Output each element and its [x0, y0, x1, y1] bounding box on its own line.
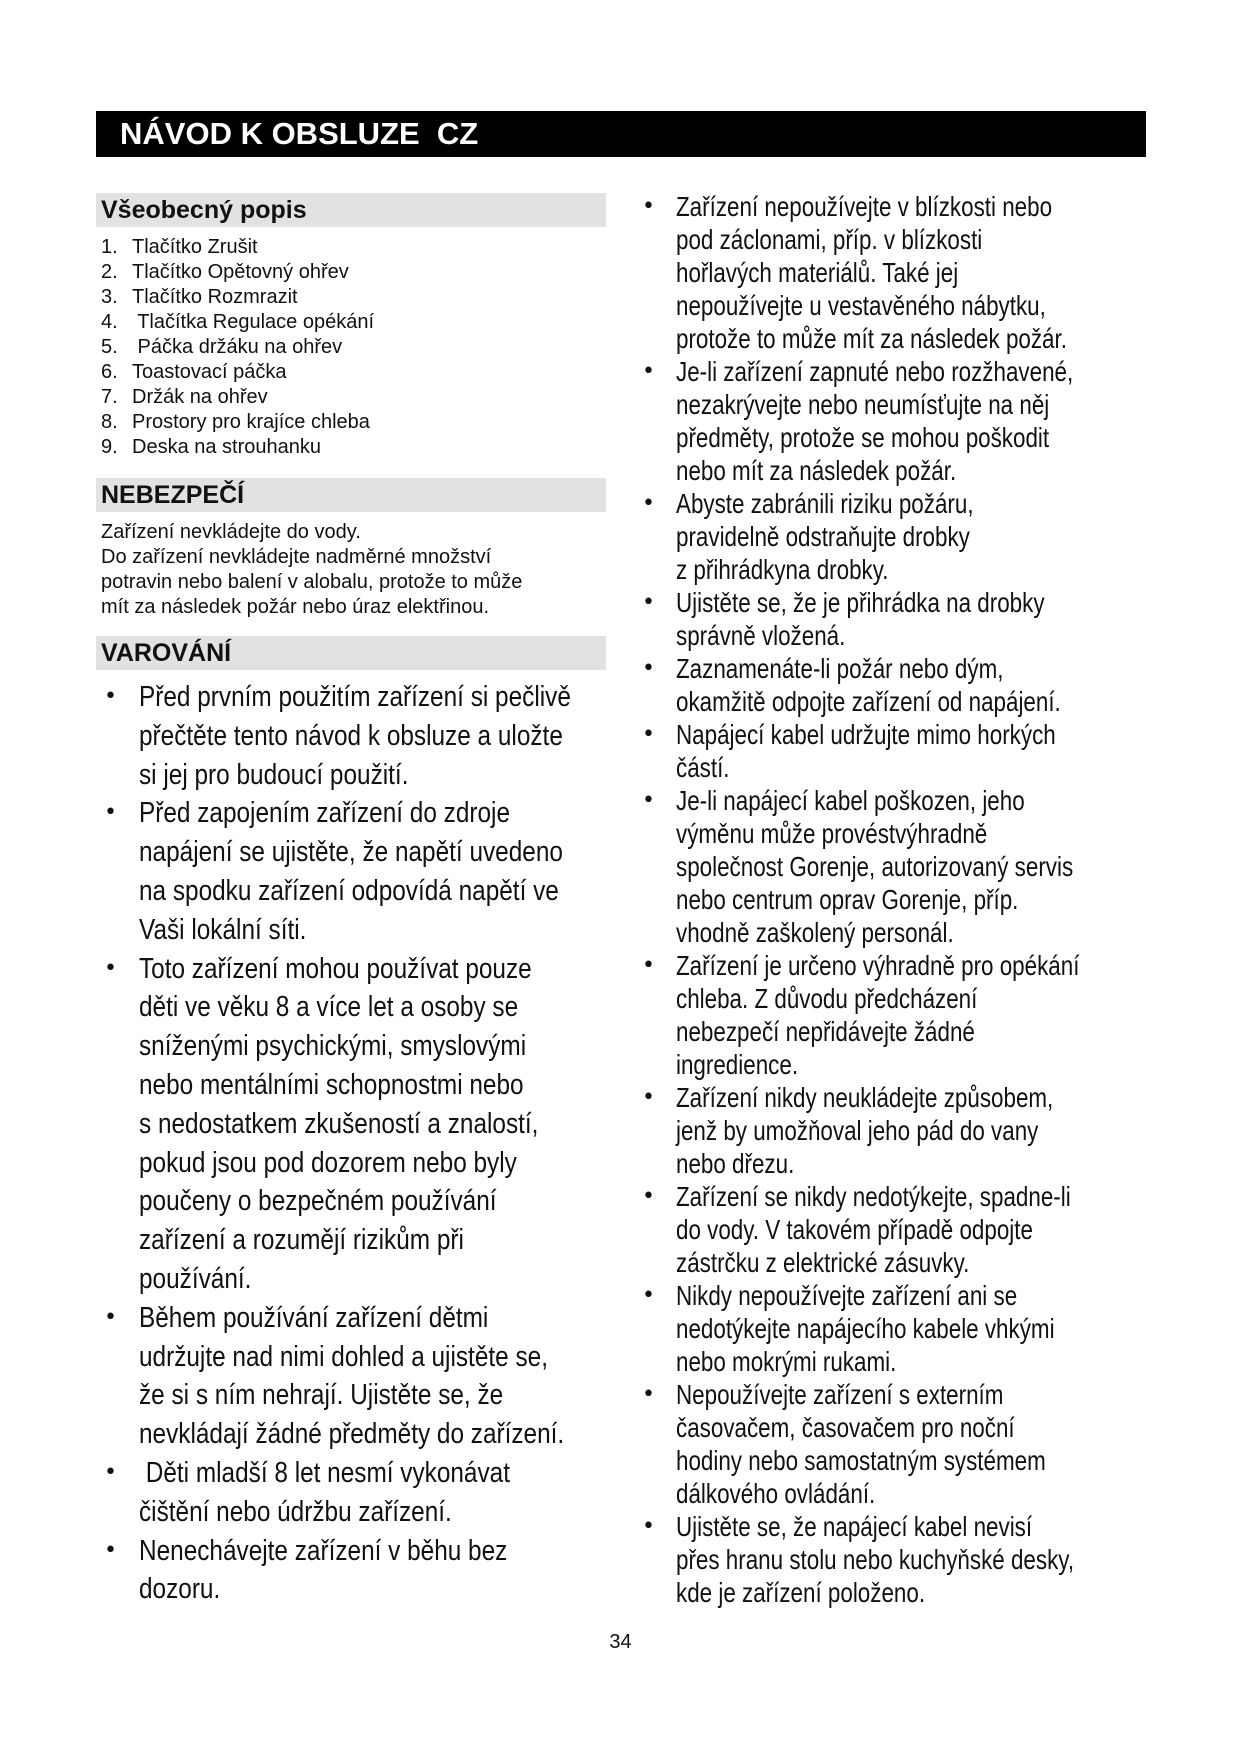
warning-item-line: pokud jsou pod dozorem nebo byly — [139, 1146, 517, 1179]
warning-item-line: čištění nebo údržbu zařízení. — [139, 1495, 452, 1528]
bullet-icon: • — [642, 953, 655, 978]
warning-item-line: nebo centrum oprav Gorenje, příp. — [676, 884, 1019, 915]
item-label: Deska na strouhanku — [132, 436, 322, 458]
warning-item-line: nedotýkejte napájecího kabele vhkými — [676, 1313, 1055, 1344]
warning-item — [636, 949, 1176, 1081]
bullet-icon: • — [104, 1304, 117, 1330]
bullet-icon: • — [104, 955, 117, 981]
warning-item — [636, 190, 1176, 355]
item-number: 1. — [101, 236, 118, 258]
general-description-item — [96, 385, 606, 410]
item-number: 6. — [101, 361, 118, 383]
warning-item-line: okamžitě odpojte zařízení od napájení. — [676, 686, 1061, 717]
warning-item — [96, 1299, 606, 1454]
item-number: 7. — [101, 386, 118, 408]
warning-item-line: do vody. V takovém případě odpojte — [676, 1214, 1033, 1245]
bullet-icon: • — [642, 491, 655, 516]
warning-item — [96, 950, 606, 1299]
warning-item-line: hodiny nebo samostatným systémem — [676, 1445, 1046, 1476]
warning-item — [96, 678, 606, 794]
warning-item-line: částí. — [676, 752, 730, 783]
warning-item-line: časovačem, časovačem pro noční — [676, 1412, 1015, 1443]
warning-item-line: přečtěte tento návod k obsluze a uložte — [139, 719, 563, 752]
warning-item-line: udržujte nad nimi dohled a ujistěte se, — [139, 1340, 548, 1373]
bullet-icon: • — [642, 656, 655, 681]
warning-item — [636, 355, 1176, 487]
warning-item-line: přes hranu stolu nebo kuchyňské desky, — [676, 1544, 1075, 1575]
warning-item-line: Nenechávejte zařízení v běhu bez — [139, 1534, 508, 1567]
warning-item-line: nezakrývejte nebo neumísťujte na něj — [676, 389, 1050, 420]
warning-item — [96, 1532, 606, 1610]
warning-item-line: Je-li napájecí kabel poškozen, jeho — [676, 785, 1025, 816]
warning-item-line: děti ve věku 8 a více let a osoby se — [139, 991, 519, 1024]
warning-item-line: Ujistěte se, že je přihrádka na drobky — [676, 587, 1045, 618]
bullet-icon: • — [642, 1382, 655, 1407]
danger-line: mít za následek požár nebo úraz elektřinou. — [101, 596, 489, 618]
warning-item-line: Zařízení se nikdy nedotýkejte, spadne-li — [676, 1181, 1071, 1212]
warning-item — [96, 1454, 606, 1532]
warning-item — [636, 652, 1176, 718]
warning-item — [636, 1510, 1176, 1609]
warning-item-line: nebo mít za následek požár. — [676, 455, 957, 486]
warning-item-line: používání. — [139, 1262, 252, 1295]
warning-item-line: dozoru. — [139, 1573, 221, 1606]
warning-item-line: Je-li zařízení zapnuté nebo rozžhavené, — [676, 356, 1074, 387]
warning-list-left — [96, 678, 606, 1609]
warning-item-line: nebezpečí nepřidávejte žádné — [676, 1016, 975, 1047]
warning-item-line: dálkového ovládání. — [676, 1478, 876, 1509]
warning-item-line: nevkládají žádné předměty do zařízení. — [139, 1418, 565, 1451]
warning-item-line: ingredience. — [676, 1049, 799, 1080]
warning-item-line: protože to může mít za následek požár. — [676, 323, 1067, 354]
bullet-icon: • — [642, 788, 655, 813]
warning-item-line: Zařízení nepoužívejte v blízkosti nebo — [676, 191, 1053, 222]
bullet-icon: • — [642, 1514, 655, 1539]
warning-item-line: výměnu může provéstvýhradně — [676, 818, 988, 849]
warning-item-line: Nepoužívejte zařízení s externím — [676, 1379, 1004, 1410]
general-description-item — [96, 235, 606, 260]
bullet-icon: • — [104, 800, 117, 826]
item-number: 3. — [101, 286, 118, 308]
warning-item — [636, 586, 1176, 652]
warning-item-line: poučeny o bezpečném používání — [139, 1185, 497, 1218]
warning-heading: VAROVÁNÍ — [96, 636, 606, 670]
warning-item — [636, 1279, 1176, 1378]
warning-item — [636, 1081, 1176, 1180]
warning-item-line: Děti mladší 8 let nesmí vykonávat — [139, 1456, 510, 1489]
warning-item-line: nebo mokrými rukami. — [676, 1346, 897, 1377]
warning-item-line: z přihrádkyna drobky. — [676, 554, 889, 585]
warning-item-line: Ujistěte se, že napájecí kabel nevisí — [676, 1511, 1033, 1542]
danger-line: Do zařízení nevkládejte nadměrné množství — [101, 546, 492, 568]
item-label: Tlačítka Regulace opékání — [132, 311, 375, 333]
item-label: Tlačítko Opětovný ohřev — [132, 261, 349, 283]
warning-item — [636, 718, 1176, 784]
warning-item — [636, 1378, 1176, 1510]
warning-item-line: Toto zařízení mohou používat pouze — [139, 952, 532, 985]
bullet-icon: • — [104, 684, 117, 709]
warning-item-line: vhodně zaškolený personál. — [676, 917, 954, 948]
warning-item-line: na spodku zařízení odpovídá napětí ve — [139, 874, 559, 907]
warning-item-line: Během používání zařízení dětmi — [139, 1301, 489, 1334]
general-description-list — [96, 235, 606, 460]
warning-item-line: Vaši lokální síti. — [139, 913, 307, 946]
bullet-icon: • — [642, 194, 655, 219]
danger-heading: NEBEZPEČÍ — [96, 478, 606, 512]
item-number: 5. — [101, 336, 118, 358]
warning-item-line: Nikdy nepoužívejte zařízení ani se — [676, 1280, 1018, 1311]
warning-item-line: společnost Gorenje, autorizovaný servis — [676, 851, 1074, 882]
warning-item — [636, 1180, 1176, 1279]
warning-item-line: správně vložená. — [676, 620, 846, 651]
warning-item-line: sníženými psychickými, smyslovými — [139, 1030, 527, 1063]
warning-item-line: zástrčku z elektrické zásuvky. — [676, 1247, 970, 1278]
warning-item-line: Zaznamenáte-li požár nebo dým, — [676, 653, 1004, 684]
left-column — [96, 193, 606, 1609]
warning-item-line: pod záclonami, příp. v blízkosti — [676, 224, 983, 255]
bullet-icon: • — [642, 1283, 655, 1308]
bullet-icon: • — [642, 359, 655, 384]
general-description-item — [96, 335, 606, 360]
warning-item — [636, 784, 1176, 949]
danger-line: potravin nebo balení v alobalu, protože to může — [101, 571, 523, 593]
item-label: Tlačítko Zrušit — [132, 236, 258, 258]
warning-item-line: Abyste zabránili riziku požáru, — [676, 488, 974, 519]
item-number: 9. — [101, 436, 118, 458]
general-description-item — [96, 260, 606, 285]
warning-list-right — [636, 190, 1176, 1609]
warning-item-line: jenž by umožňoval jeho pád do vany — [676, 1115, 1039, 1146]
warning-item-line: hořlavých materiálů. Také jej — [676, 257, 959, 288]
warning-item — [96, 794, 606, 949]
warning-item-line: napájení se ujistěte, že napětí uvedeno — [139, 836, 563, 869]
general-description-item — [96, 410, 606, 435]
warning-item-line: chleba. Z důvodu předcházení — [676, 983, 978, 1014]
bullet-icon: • — [104, 1459, 117, 1485]
warning-item-line: nebo dřezu. — [676, 1148, 795, 1179]
item-number: 8. — [101, 411, 118, 433]
danger-text — [96, 520, 606, 620]
item-label: Držák na ohřev — [132, 386, 268, 408]
item-number: 2. — [101, 261, 118, 283]
warning-item-line: zařízení a rozumějí rizikům při — [139, 1224, 464, 1257]
warning-item — [636, 487, 1176, 586]
warning-item-line: Před prvním použitím zařízení si pečlivě — [139, 681, 571, 713]
right-column — [636, 190, 1176, 1609]
item-label: Toastovací páčka — [132, 361, 287, 383]
bullet-icon: • — [642, 1184, 655, 1209]
general-description-item — [96, 310, 606, 335]
general-description-item — [96, 285, 606, 310]
item-label: Páčka držáku na ohřev — [132, 336, 343, 358]
warning-item-line: že si s ním nehrají. Ujistěte se, že — [139, 1379, 504, 1412]
warning-item-line: nebo mentálními schopnostmi nebo — [139, 1068, 524, 1101]
warning-item-line: pravidelně odstraňujte drobky — [676, 521, 970, 552]
warning-item-line: Napájecí kabel udržujte mimo horkých — [676, 719, 1056, 750]
warning-item-line: nepoužívejte u vestavěného nábytku, — [676, 290, 1046, 321]
warning-item-line: Před zapojením zařízení do zdroje — [139, 797, 511, 830]
warning-item-line: Zařízení je určeno výhradně pro opékání — [676, 950, 1080, 981]
item-label: Tlačítko Rozmrazit — [132, 286, 298, 308]
bullet-icon: • — [642, 1085, 655, 1110]
warning-item-line: předměty, protože se mohou poškodit — [676, 422, 1050, 453]
bullet-icon: • — [104, 1537, 117, 1563]
general-description-item — [96, 435, 606, 460]
bullet-icon: • — [642, 590, 655, 615]
danger-line: Zařízení nevkládejte do vody. — [101, 521, 361, 543]
page-number: 34 — [609, 1631, 632, 1653]
general-description-item — [96, 360, 606, 385]
page-title: NÁVOD K OBSLUZE CZ — [96, 111, 1146, 157]
warning-item-line: kde je zařízení položeno. — [676, 1577, 926, 1608]
item-number: 4. — [101, 311, 118, 333]
warning-item-line: s nedostatkem zkušeností a znalostí, — [139, 1107, 539, 1140]
warning-item-line: si jej pro budoucí použití. — [139, 758, 409, 791]
bullet-icon: • — [642, 722, 655, 747]
general-description-heading: Všeobecný popis — [96, 193, 606, 227]
warning-item-line: Zařízení nikdy neukládejte způsobem, — [676, 1082, 1054, 1113]
item-label: Prostory pro krajíce chleba — [132, 411, 370, 433]
